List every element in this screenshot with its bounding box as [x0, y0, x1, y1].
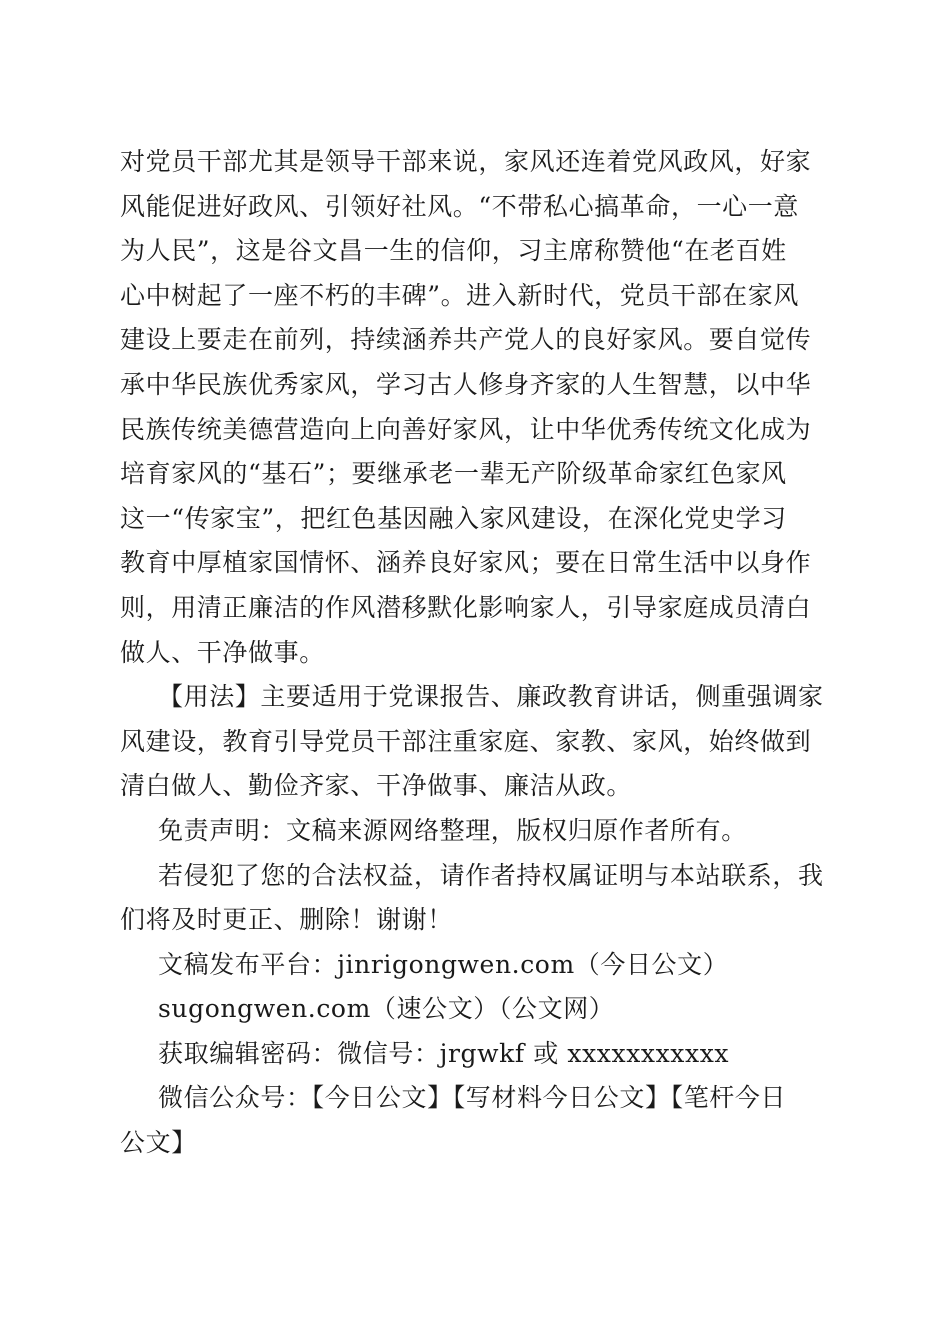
text-line: 若侵犯了您的合法权益，请作者持权属证明与本站联系，我 — [158, 860, 824, 890]
text-line: 承中华民族优秀家风，学习古人修身齐家的人生智慧，以中华 — [120, 369, 812, 399]
text-line: 培育家风的“基石”；要继承老一辈无产阶级革命家红色家风 — [120, 459, 787, 489]
text-line: 文稿发布平台：jinrigongwen.com（今日公文） — [158, 949, 729, 979]
paragraph-platform — [120, 943, 830, 988]
text-line: 做人、干净做事。 — [120, 637, 325, 667]
paragraph-family-style — [120, 140, 830, 675]
text-line: 民族传统美德营造向上向善好家风，让中华优秀传统文化成为 — [120, 414, 812, 444]
text-line: sugongwen.com（速公文）（公文网） — [158, 994, 615, 1024]
text-line: 则，用清正廉洁的作风潜移默化影响家人，引导家庭成员清白 — [120, 592, 812, 622]
text-line: 【用法】主要适用于党课报告、廉政教育讲话，侧重强调家 — [158, 682, 824, 712]
text-line: 微信公众号：【今日公文】【写材料今日公文】【笔杆今日 — [158, 1083, 787, 1113]
paragraph-disclaimer — [120, 809, 830, 854]
text-line: 们将及时更正、删除！谢谢！ — [120, 905, 453, 935]
text-line: 建设上要走在前列，持续涵养共产党人的良好家风。要自觉传 — [120, 325, 812, 355]
paragraph-password — [120, 1032, 830, 1077]
paragraph-usage — [120, 675, 830, 809]
text-line: 获取编辑密码：微信号：jrgwkf 或 xxxxxxxxxxx — [158, 1038, 730, 1068]
paragraph-wechat — [120, 1076, 830, 1165]
text-line: 风建设，教育引导党员干部注重家庭、家教、家风，始终做到 — [120, 726, 812, 756]
text-line: 心中树起了一座不朽的丰碑”。进入新时代，党员干部在家风 — [120, 280, 799, 310]
text-line: 清白做人、勤俭齐家、干净做事、廉洁从政。 — [120, 771, 633, 801]
text-line: 为人民”，这是谷文昌一生的信仰，习主席称赞他“在老百姓 — [120, 236, 787, 266]
text-line: 对党员干部尤其是领导干部来说，家风还连着党风政风，好家 — [120, 147, 812, 176]
text-line: 风能促进好政风、引领好社风。“不带私心搞革命，一心一意 — [120, 191, 799, 221]
paragraph-infringement — [120, 854, 830, 943]
paragraph-site — [120, 987, 830, 1032]
text-line: 这一“传家宝”，把红色基因融入家风建设，在深化党史学习 — [120, 503, 787, 533]
document-body — [120, 140, 830, 1166]
text-line: 免责声明：文稿来源网络整理，版权归原作者所有。 — [158, 815, 747, 845]
text-line: 教育中厚植家国情怀、涵养良好家风；要在日常生活中以身作 — [120, 548, 812, 578]
text-line: 公文】 — [120, 1128, 197, 1158]
